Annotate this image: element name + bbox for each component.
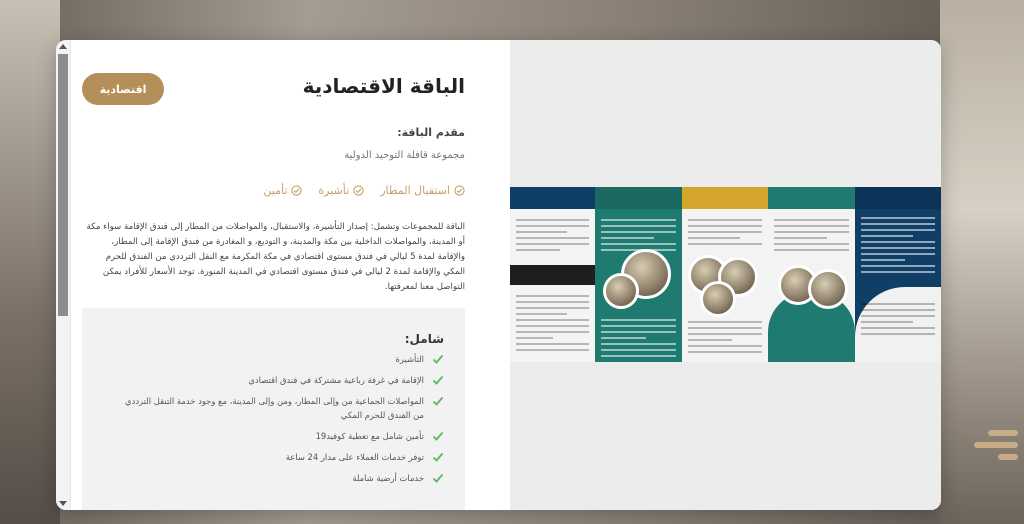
list-item bbox=[114, 352, 444, 366]
list-item bbox=[114, 394, 444, 422]
feature-label: تأشيرة bbox=[318, 184, 350, 197]
scroll-up-arrow-icon[interactable] bbox=[59, 44, 67, 49]
list-item-text: توفر خدمات العملاء على مدار 24 ساعة bbox=[285, 452, 424, 462]
package-description: الباقة للمجموعات وتشمل: إصدار التأشيرة، والاستقبال، والمواصلات من المطار إلى فندق الإقامة سواء مكة أو المدينة، والمواصلات الداخلية بين مكة والمدينة، و التوديع، و المغادرة من فندق الإقامة إلى المطار، والإقامة لمدة 5 ليالي في فندق مستوى اقتصادي في مكة المكرمة مع النقل الترددي من الفندق للحرم المكي والإقامة لمدة 2 ليالي في فندق مستوى اقتصادي في المدينة المنورة. توجد الأسعار للأفراد يمكن التواصل معنا لمعرفتها. bbox=[86, 222, 465, 292]
brochure-panel-2 bbox=[595, 187, 682, 362]
check-circle-icon bbox=[291, 185, 302, 196]
check-circle-icon bbox=[454, 185, 465, 196]
background-right-panel bbox=[940, 0, 1024, 524]
package-details bbox=[70, 40, 510, 510]
check-icon bbox=[432, 374, 444, 386]
list-item-text: التأشيرة bbox=[395, 354, 424, 364]
feature-insurance bbox=[263, 184, 302, 197]
list-item-text: المواصلات الجماعية من وإلى المطار، ومن وإلى المدينة، مع وجود خدمة التنقل الترددي من الفندق للحرم المكي bbox=[125, 396, 424, 420]
feature-visa bbox=[318, 184, 364, 197]
list-item bbox=[114, 429, 444, 443]
includes-list bbox=[114, 352, 444, 492]
package-modal bbox=[56, 40, 941, 510]
check-icon bbox=[432, 430, 444, 442]
feature-list bbox=[263, 184, 465, 197]
package-image-panel bbox=[510, 40, 941, 510]
brochure-panel-1 bbox=[510, 187, 595, 362]
feature-airport-reception bbox=[380, 184, 465, 197]
provider-label: مقدم الباقة: bbox=[397, 126, 465, 139]
scroll-down-arrow-icon[interactable] bbox=[59, 501, 67, 506]
check-icon bbox=[432, 451, 444, 463]
package-brochure-image bbox=[510, 187, 941, 362]
list-item bbox=[114, 373, 444, 387]
package-title: الباقة الاقتصادية bbox=[302, 74, 465, 98]
feature-label: استقبال المطار bbox=[380, 184, 450, 197]
list-item bbox=[114, 450, 444, 464]
list-item-text: الإقامة في غرفة رباعية مشتركة في فندق اقتصادي bbox=[248, 375, 424, 385]
check-circle-icon bbox=[353, 185, 364, 196]
includes-box bbox=[82, 308, 465, 510]
background-text-blur bbox=[958, 424, 1018, 474]
brochure-panel-5 bbox=[855, 187, 941, 362]
list-item-text: خدمات أرضية شاملة bbox=[352, 473, 424, 483]
modal-scrollbar[interactable] bbox=[56, 40, 71, 510]
list-item-text: تأمين شامل مع تغطية كوفيد19 bbox=[315, 431, 424, 441]
brochure-panel-3 bbox=[682, 187, 768, 362]
brochure-panel-4 bbox=[768, 187, 855, 362]
check-icon bbox=[432, 395, 444, 407]
feature-label: تأمين bbox=[263, 184, 288, 197]
includes-title: شامل: bbox=[404, 332, 444, 346]
package-type-badge[interactable]: اقتصادية bbox=[82, 73, 164, 105]
background-left-panel bbox=[0, 0, 60, 524]
scrollbar-thumb[interactable] bbox=[58, 54, 68, 316]
check-icon bbox=[432, 472, 444, 484]
list-item bbox=[114, 471, 444, 485]
provider-name: مجموعة قافلة التوحيد الدولية bbox=[344, 150, 465, 161]
check-icon bbox=[432, 353, 444, 365]
